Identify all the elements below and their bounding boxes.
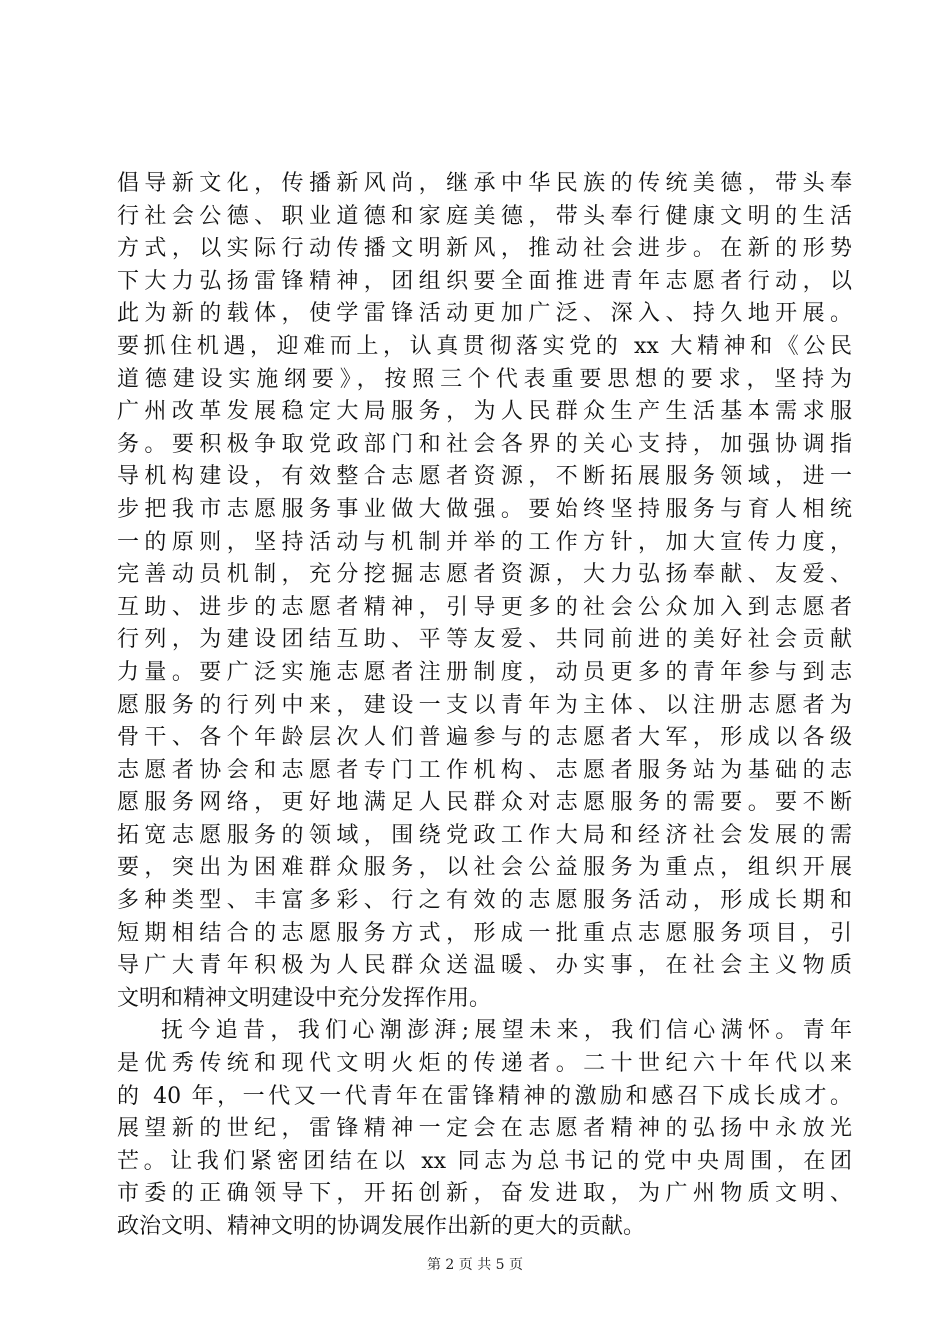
text-line: 骨干、各个年龄层次人们普遍参与的志愿者大军，形成以各级 [117,725,852,751]
text-line: 要，突出为困难群众服务，以社会公益服务为重点，组织开展 [117,855,852,881]
text-line: 短期相结合的志愿服务方式，形成一批重点志愿服务项目，引 [117,920,852,946]
text-line: 方式，以实际行动传播文明新风，推动社会进步。在新的形势 [117,236,852,262]
text-line: 展望新的世纪，雷锋精神一定会在志愿者精神的弘扬中永放光 [117,1116,852,1142]
text-line: 行社会公德、职业道德和家庭美德，带头奉行健康文明的生活 [117,203,852,229]
paragraph [117,1015,852,1243]
text-line: 广州改革发展稳定大局服务，为人民群众生产生活基本需求服 [117,399,852,425]
document-body [117,168,852,1244]
paragraph [117,168,852,1015]
text-line: 要抓住机遇，迎难而上，认真贯彻落实党的 xx 大精神和《公民 [117,333,852,359]
text-line: 力量。要广泛实施志愿者注册制度，动员更多的青年参与到志 [117,659,852,685]
text-line: 的 40 年，一代又一代青年在雷锋精神的激励和感召下成长成才。 [117,1083,852,1109]
text-line: 拓宽志愿服务的领域，围绕党政工作大局和经济社会发展的需 [117,822,852,848]
text-line: 一的原则，坚持活动与机制并举的工作方针，加大宣传力度， [117,529,852,555]
text-line: 志愿者协会和志愿者专门工作机构、志愿者服务站为基础的志 [117,757,852,783]
text-line: 导机构建设，有效整合志愿者资源，不断拓展服务领域，进一 [117,464,852,490]
text-line: 抚今追昔，我们心潮澎湃;展望未来，我们信心满怀。青年 [161,1018,852,1044]
text-line: 步把我市志愿服务事业做大做强。要始终坚持服务与育人相统 [117,496,852,522]
text-line: 愿服务网络，更好地满足人民群众对志愿服务的需要。要不断 [117,790,852,816]
text-line: 倡导新文化，传播新风尚，继承中华民族的传统美德，带头奉 [117,171,852,196]
text-line: 多种类型、丰富多彩、行之有效的志愿服务活动，形成长期和 [117,888,852,914]
text-line: 愿服务的行列中来，建设一支以青年为主体、以注册志愿者为 [117,692,852,718]
text-line: 是优秀传统和现代文明火炬的传递者。二十世纪六十年代以来 [117,1051,852,1077]
text-line: 互助、进步的志愿者精神，引导更多的社会公众加入到志愿者 [117,594,852,620]
text-line: 芒。让我们紧密团结在以 xx 同志为总书记的党中央周围，在团 [117,1148,852,1174]
text-line: 导广大青年积极为人民群众送温暖、办实事，在社会主义物质 [117,953,852,979]
page-number-footer: 第 2 页 共 5 页 [426,1257,524,1273]
text-line: 道德建设实施纲要》，按照三个代表重要思想的要求，坚持为 [117,366,852,392]
text-line: 务。要积极争取党政部门和社会各界的关心支持，加强协调指 [117,431,852,457]
text-line: 下大力弘扬雷锋精神，团组织要全面推进青年志愿者行动，以 [117,268,852,294]
text-line: 完善动员机制，充分挖掘志愿者资源，大力弘扬奉献、友爱、 [117,562,852,588]
text-line: 政治文明、精神文明的协调发展作出新的更大的贡献。 [117,1214,646,1239]
text-line: 行列，为建设团结互助、平等友爱、共同前进的美好社会贡献 [117,627,852,653]
text-line: 市委的正确领导下，开拓创新，奋发进取，为广州物质文明、 [117,1181,852,1207]
text-line: 文明和精神文明建设中充分发挥作用。 [117,985,492,1011]
text-line: 此为新的载体，使学雷锋活动更加广泛、深入、持久地开展。 [117,301,852,327]
